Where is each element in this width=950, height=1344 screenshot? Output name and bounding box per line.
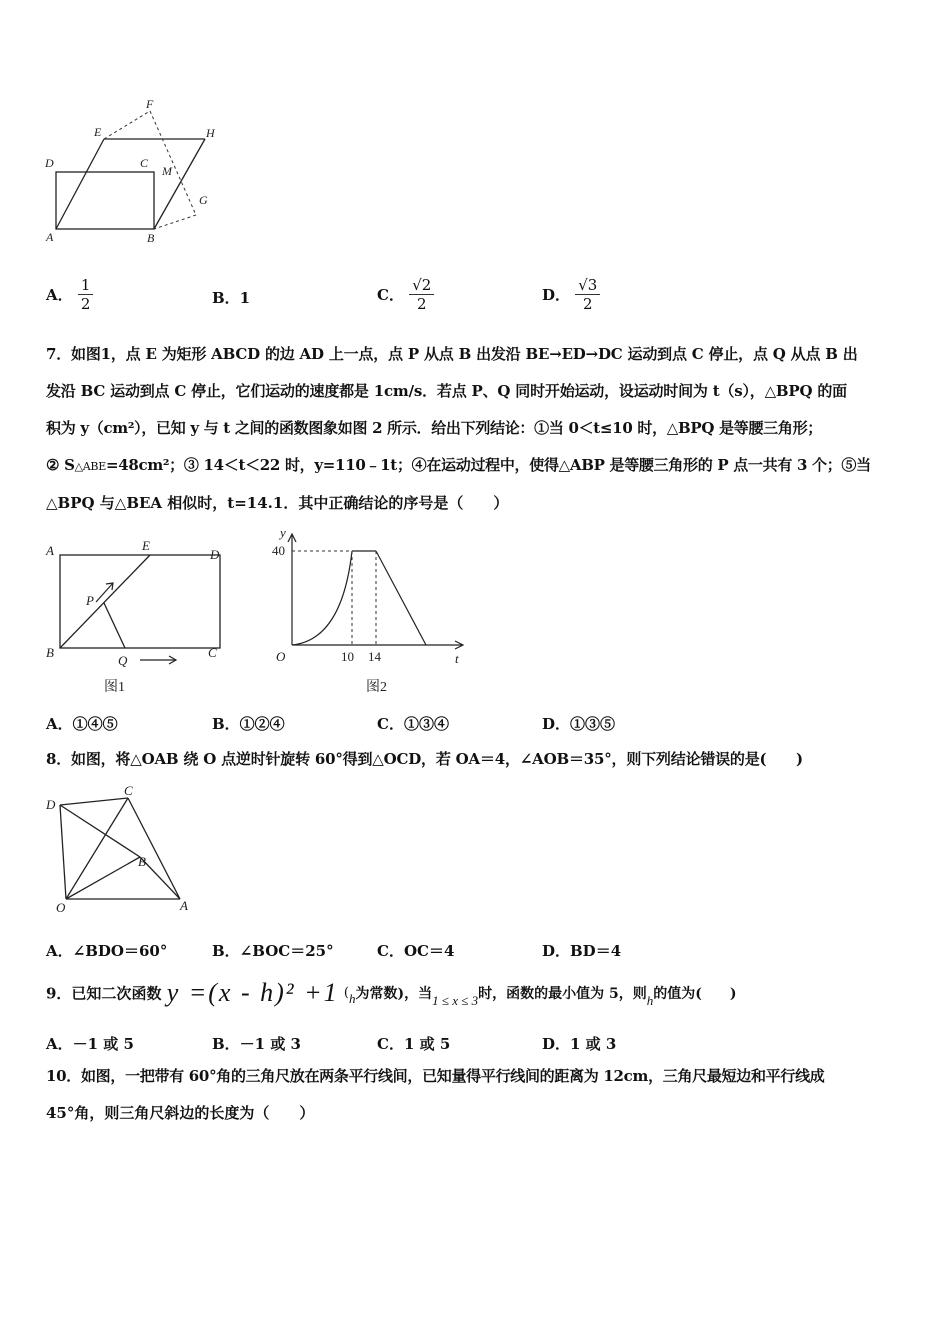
segment-od bbox=[60, 805, 66, 899]
label-b: B bbox=[147, 231, 155, 245]
label-14: 14 bbox=[368, 649, 381, 664]
q8-figure bbox=[40, 782, 200, 917]
fraction-denominator: 2 bbox=[575, 294, 600, 313]
segment-bo bbox=[66, 857, 140, 899]
q8-option-c[interactable]: C．OC＝4 bbox=[377, 942, 455, 960]
label-g: G bbox=[199, 193, 208, 207]
q9-option-b[interactable]: B．－1 或 3 bbox=[212, 1035, 301, 1053]
q10-text bbox=[46, 1058, 906, 1132]
label-10: 10 bbox=[341, 649, 354, 664]
q7-figure-1 bbox=[40, 535, 235, 700]
label-h: H bbox=[206, 126, 215, 140]
segment-db bbox=[60, 805, 140, 857]
rectangle-abcd bbox=[60, 555, 220, 648]
q8-option-b[interactable]: B．∠BOC＝25° bbox=[212, 942, 334, 960]
fraction-numerator: √3 bbox=[578, 276, 598, 294]
label-d: D bbox=[210, 547, 220, 562]
q7-option-d[interactable]: D．①③⑤ bbox=[542, 715, 616, 733]
q10-line-2: 45°角，则三角尺斜边的长度为（ ） bbox=[46, 1104, 315, 1122]
q9-suffix: 的值为( ) bbox=[653, 986, 737, 1002]
figure-2-caption: 图2 bbox=[366, 680, 387, 695]
label-f: F bbox=[146, 97, 154, 111]
q7-line-3: 积为 y（cm²），已知 y 与 t 之间的函数图象如图 2 所示．给出下列结论：①当 0＜t≤10 时，△BPQ 是等腰三角形； bbox=[46, 419, 822, 437]
q6-option-a-fraction bbox=[78, 276, 94, 313]
q6-option-d-fraction bbox=[575, 276, 600, 313]
q9-text bbox=[46, 978, 737, 1018]
label-c: C bbox=[124, 783, 133, 798]
label-a: A bbox=[180, 898, 188, 913]
segment-ae bbox=[56, 139, 104, 229]
q6-figure bbox=[40, 95, 230, 250]
q6-option-c-label: C． bbox=[377, 286, 404, 304]
q6-option-d[interactable] bbox=[542, 276, 600, 313]
q6-option-d-label: D． bbox=[542, 286, 571, 304]
q9-mid-text: 时，函数的最小值为 5，则 bbox=[478, 986, 647, 1002]
fraction-numerator: √2 bbox=[412, 276, 432, 294]
label-y: y bbox=[280, 525, 286, 540]
q7-line-4 bbox=[46, 447, 906, 485]
figure-1-caption: 图1 bbox=[104, 680, 125, 695]
q9-prefix: 9．已知二次函数 bbox=[46, 984, 162, 1003]
q6-option-b[interactable] bbox=[212, 287, 250, 308]
q6-option-a[interactable] bbox=[46, 276, 93, 313]
label-d: D bbox=[46, 797, 56, 812]
q10-line-1: 10．如图，一把带有 60°角的三角尺放在两条平行线间，已知量得平行线间的距离为 12cm，三角尺最短边和平行线成 bbox=[46, 1067, 825, 1085]
label-b: B bbox=[46, 645, 54, 660]
q9-option-c[interactable]: C．1 或 5 bbox=[377, 1035, 451, 1053]
label-o: O bbox=[276, 649, 286, 664]
label-a: A bbox=[46, 543, 54, 558]
label-o: O bbox=[56, 900, 66, 915]
q7-figure-2 bbox=[262, 525, 470, 700]
q9-option-d[interactable]: D．1 或 3 bbox=[542, 1035, 617, 1053]
label-b: B bbox=[138, 854, 146, 869]
q8-text: 8．如图，将△OAB 绕 O 点逆时针旋转 60°得到△OCD，若 OA＝4，∠AOB＝35°，则下列结论错误的是( ) bbox=[46, 750, 803, 768]
q9-const-text: 为常数)，当 bbox=[355, 986, 433, 1002]
q7-text bbox=[46, 336, 906, 522]
label-d: D bbox=[45, 156, 54, 170]
label-e: E bbox=[94, 125, 102, 139]
dash-fg bbox=[150, 111, 196, 215]
q9-h-variable: h bbox=[348, 991, 356, 1006]
label-t: t bbox=[455, 651, 459, 666]
label-c: C bbox=[208, 645, 217, 660]
segment-dc bbox=[60, 798, 128, 805]
q7-option-b[interactable]: B．①②④ bbox=[212, 715, 285, 733]
q6-option-c-fraction bbox=[409, 276, 434, 313]
q8-option-a[interactable]: A．∠BDO＝60° bbox=[46, 942, 168, 960]
q6-option-c[interactable] bbox=[377, 276, 434, 313]
q7-line-1: 7．如图1，点 E 为矩形 ABCD 的边 AD 上一点，点 P 从点 B 出发沿 BE→ED→DC 运动到点 C 停止，点 Q 从点 B 出 bbox=[46, 345, 858, 363]
fraction-denominator: 2 bbox=[78, 294, 94, 313]
q6-option-a-label: A． bbox=[46, 286, 73, 304]
label-40: 40 bbox=[272, 543, 285, 558]
label-m: M bbox=[162, 164, 172, 178]
decline-segment bbox=[376, 551, 426, 645]
q9-option-a[interactable]: A．－1 或 5 bbox=[46, 1035, 134, 1053]
q7-line-4-rest: =48cm²；③ 14＜t＜22 时，y=110﹣1t；④在运动过程中，使得△ABP 是等腰三角形的 P 点一共有 3 个；⑤当 bbox=[105, 456, 871, 474]
fraction-denominator: 2 bbox=[409, 294, 434, 313]
q8-option-d[interactable]: D．BD＝4 bbox=[542, 942, 622, 960]
q9-paren: ( bbox=[343, 985, 349, 1001]
q7-line-2: 发沿 BC 运动到点 C 停止，它们运动的速度都是 1cm/s．若点 P、Q 同时开始运动，设运动时间为 t（s），△BPQ 的面 bbox=[46, 382, 847, 400]
label-p: P bbox=[86, 593, 94, 608]
segment-ab bbox=[140, 857, 180, 899]
label-q: Q bbox=[118, 653, 128, 668]
label-e: E bbox=[142, 538, 150, 553]
q7-subscript: △ABE bbox=[74, 460, 106, 473]
segment-pq bbox=[104, 603, 125, 648]
q9-formula: y =(x - h)² +1 bbox=[166, 978, 339, 1007]
segment-ca bbox=[128, 798, 180, 899]
q7-line-5: △BPQ 与△BEA 相似时，t=14.1．其中正确结论的序号是（ ） bbox=[46, 494, 509, 512]
q7-line-4-start: ② S bbox=[46, 456, 75, 474]
label-c: C bbox=[140, 156, 149, 170]
dash-ef bbox=[104, 111, 150, 139]
label-a: A bbox=[46, 230, 54, 244]
arrow-p bbox=[96, 583, 113, 602]
segment-hb bbox=[154, 139, 205, 229]
q7-option-c[interactable]: C．①③④ bbox=[377, 715, 449, 733]
q9-h-variable-2: h bbox=[646, 993, 654, 1008]
q6-option-b-label: B．1 bbox=[212, 289, 251, 307]
segment-be bbox=[60, 555, 150, 648]
q7-option-a[interactable]: A．①④⑤ bbox=[46, 715, 118, 733]
q9-range: 1 ≤ x ≤ 3 bbox=[432, 993, 479, 1008]
segment-co bbox=[66, 798, 128, 899]
fraction-numerator: 1 bbox=[80, 276, 91, 294]
curve-segment bbox=[292, 551, 352, 645]
